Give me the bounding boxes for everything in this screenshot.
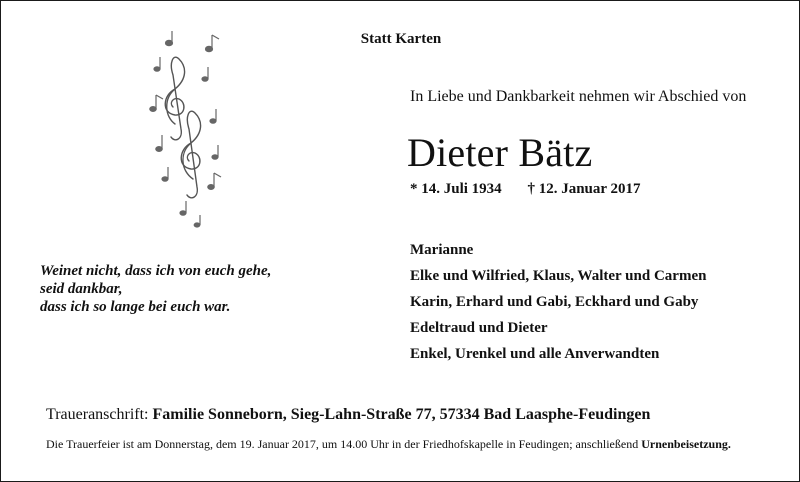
address-label: Traueranschrift: bbox=[46, 406, 149, 423]
funeral-notice-text: Die Trauerfeier ist am Donnerstag, dem 19. Januar 2017, um 14.00 Uhr in der Friedhofskapelle in Feudingen; anschließend bbox=[46, 437, 639, 451]
address-value: Familie Sonneborn, Sieg-Lahn-Straße 77, 57334 Bad Laasphe-Feudingen bbox=[152, 406, 651, 423]
mourners-list bbox=[410, 237, 706, 367]
funeral-notice bbox=[46, 437, 731, 452]
quote-line: Weinet nicht, dass ich von euch gehe, bbox=[40, 263, 272, 279]
mourner-line: Enkel, Urenkel und alle Anverwandten bbox=[410, 346, 660, 362]
header-label: Statt Karten bbox=[360, 31, 442, 47]
death-date: † 12. Januar 2017 bbox=[527, 181, 641, 197]
life-dates bbox=[410, 181, 641, 198]
mourner-line: Marianne bbox=[410, 242, 474, 258]
music-notes-icon bbox=[135, 29, 225, 229]
funeral-notice-emphasis: Urnenbeisetzung. bbox=[641, 437, 731, 451]
mourner-line: Karin, Erhard und Gabi, Eckhard und Gaby bbox=[410, 294, 699, 310]
mourner-line: Edeltraud und Dieter bbox=[410, 320, 548, 336]
deceased-name: Dieter Bätz bbox=[407, 130, 593, 175]
intro-text: In Liebe und Dankbarkeit nehmen wir Abschied von bbox=[410, 88, 747, 105]
quote-line: seid dankbar, bbox=[40, 281, 123, 297]
birth-date: * 14. Juli 1934 bbox=[410, 181, 502, 197]
memorial-quote bbox=[40, 262, 271, 316]
quote-line: dass ich so lange bei euch war. bbox=[40, 299, 231, 315]
mourning-address bbox=[46, 406, 650, 424]
mourner-line: Elke und Wilfried, Klaus, Walter und Carmen bbox=[410, 268, 707, 284]
